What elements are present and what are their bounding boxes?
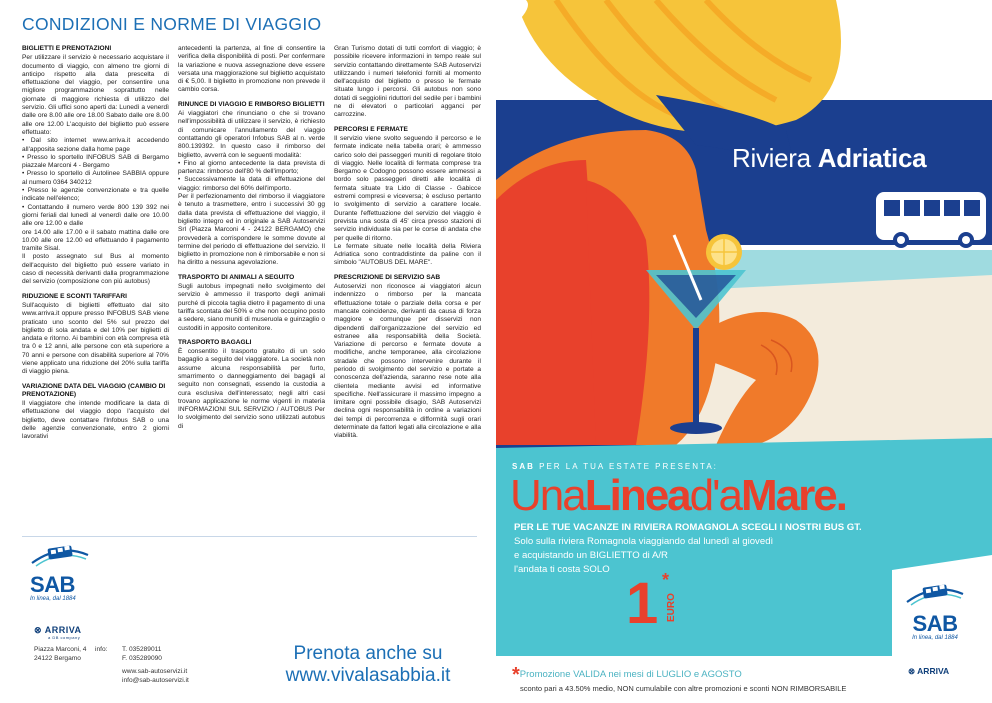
sab-logo-text: SAB (30, 572, 75, 597)
discount-note: sconto pari a 43.50% medio, NON cumulabile con altre promozioni e sconti NON RIMBORSABILE (520, 684, 847, 693)
prenota-url[interactable]: www.vivalasabbia.it (285, 665, 451, 686)
promo-heading: PER LE TUE VACANZE IN RIVIERA ROMAGNOLA SCEGLI I NOSTRI BUS GT. (514, 522, 862, 533)
headline-part: Linea (584, 471, 690, 520)
cover-title-light: Riviera (732, 143, 818, 173)
price-badge (626, 570, 686, 644)
paragraph: antecedenti la partenza, al fine di consentire la verifica della disponibilità di posti. Per confermare la variazione e nuova assegnazione deve essere versata una maggiorazione sul biglietto acquistato di € 5,00. Il biglietto in promozione non prevede il cambio corsa. (178, 45, 325, 94)
arriva-text: ARRIVA (917, 666, 950, 676)
paragraph: Ai viaggiatori che rinunciano o che si trovano nell'impossibilità di utilizzare il servizio, è richiesto di comunicare l'annullamento del viaggio contattando gli operatori Infobus SAB al n. verde 800.139392. In questo caso il rimborso del biglietto, avverrà con le seguenti modalità: (178, 110, 325, 159)
section-heading: TRASPORTO DI ANIMALI A SEGUITO (178, 273, 295, 281)
section-variazione-cont (178, 45, 325, 95)
price-value: 1 (626, 571, 659, 636)
paragraph: È consentito il trasporto gratuito di un solo bagaglio a seguito del viaggiatore. La società non assume alcuna responsabilità per furto, smarrimento o danneggiamento dei bagagli al seguito non consegnati, essendo la custodia a cura esclusiva dell'interessato; negli altri casi trovano applicazione le norme vigenti in materia INFORMAZIONI SUL SERVIZIO / AUTOBUS Per lo svolgimento del servizio sono utilizzati autobus di (178, 348, 325, 430)
sab-logo-cover (900, 580, 970, 641)
validity-text: Promozione VALIDA nei mesi di LUGLIO e AGOSTO (519, 669, 742, 680)
cover-page (496, 0, 992, 703)
cover-title-bold: Adriatica (817, 143, 927, 173)
phone: T. 035289011 (122, 646, 162, 653)
address-line: 24122 Bergamo (34, 654, 81, 662)
sab-bus-icon (905, 580, 965, 608)
paragraph: Il viaggiatore che intende modificare la data di effettuazione del viaggio dopo l'acquisto del biglietto, deve contattare l'Infobus SAB o una delle agenzie convenzionate, entro 2 giorni lavorativi (22, 400, 169, 441)
paragraph: Sull'acquisto di biglietti effettuato dal sito www.arriva.it oppure presso INFOBUS SAB viene praticato uno sconto del 5% sul prezzo del biglietto di sola andata e del 10% per biglietti di andata e ritorno. Ai bambini con età compresa età tra 0 e 12 anni, alle persone con età superiore a 70 anni e persone con disabilità superiore al 70% viene applicato una riduzione del 20% sulla tariffa di viaggio piena. (22, 301, 169, 376)
arriva-logo (34, 625, 82, 640)
headline-part: d'a (689, 471, 741, 520)
sab-tagline: In linea, dal 1884 (912, 635, 958, 641)
bus-icon (876, 192, 986, 248)
address-line: Piazza Marconi, 4 (34, 646, 87, 653)
phone-numbers (122, 646, 162, 663)
promo-line: l'andata ti costa SOLO (514, 564, 610, 575)
section-heading: PERCORSI E FERMATE (334, 125, 408, 133)
address (34, 646, 86, 663)
section-biglietti (22, 45, 169, 287)
sab-logo-text: SAB (912, 611, 958, 636)
paragraph: Le fermate situate nelle località della Riviera Adriatica sono contraddistinte da paline con il simbolo "AUTOBUS DEL MARE". (334, 242, 481, 267)
price-star: * (662, 570, 670, 590)
footer-divider (22, 536, 477, 537)
paragraph: Il servizio viene svolto seguendo il percorso e le fermate indicate nella tabella orari; è ammesso carico solo dei passeggeri muniti di regolare titolo di viaggio. Nelle località di fermata comprese tra Bergamo e Codogno possono essere ammessi a bordo solo passeggeri diretti alle località di fermata situate tra Lido di Classe - Gabicce estremi compresi e viceversa; è escluso pertanto lo svolgimento di servizio a carattere locale. Durante l'effettuazione del servizio del viaggio è prevista una sosta di 45' circa presso stazioni di servizio individuate sia per le corse di andata che per quelle di ritorno. (334, 134, 481, 242)
sab-tagline: In linea, dal 1884 (30, 596, 76, 602)
section-heading: PRESCRIZIONE DI SERVIZIO SAB (334, 273, 441, 281)
prenota-text: Prenota anche su (293, 643, 443, 664)
section-heading: RINUNCE DI VIAGGIO E RIMBORSO BIGLIETTI (178, 100, 325, 108)
section-bagagli-cont (334, 45, 481, 120)
page-title: CONDIZIONI E NORME DI VIAGGIO (22, 14, 322, 34)
arriva-text: ARRIVA (44, 625, 82, 635)
headline-part: Una (510, 471, 585, 520)
paragraph: Gran Turismo dotati di tutti comfort di viaggio; è possibile ricevere informazioni in tempo reale sul servizio contattando direttamente SAB Autoservizi utilizzando i numeri telefonici forniti al momento dell'acquisto del biglietto o presso le fermate situate lungo i percorsi. Gli autobus non sono dotati di seggiolini riduttori del sedile per i bambini ne di elevatori o particolari agganci per carrozzine. (334, 45, 481, 119)
paragraph: Sugli autobus impegnati nello svolgimento del servizio è ammesso il trasporto degli animali purché di piccola taglia dietro il pagamento di una tariffa scontata del 50% e che non occupino posto a sedere, siano muniti di museruola e guinzaglio o custoditi in apposito contenitore. (178, 283, 325, 332)
paragraph: ore 14.00 alle 17.00 e il sabato mattina dalle ore 10.00 alle ore 12.00 ed effettuando il pagamento tramite Sisal. (22, 228, 169, 253)
web-contacts (122, 668, 189, 685)
section-animali (178, 274, 325, 333)
presenta-line (512, 462, 718, 471)
presenta-brand: SAB (512, 462, 535, 471)
info-label: info: (95, 646, 108, 653)
promo-body (514, 535, 804, 577)
text-column-1 (22, 45, 169, 525)
fax: F. 035289090 (122, 654, 162, 662)
price-currency: EURO (666, 593, 677, 622)
paragraph: • Dal sito internet www.arriva.it accedendo all'apposita sezione dalla home page (22, 137, 169, 153)
section-heading: VARIAZIONE DATA DEL VIAGGIO (CAMBIO DI PRENOTAZIONE) (22, 382, 166, 398)
sab-logo (30, 541, 90, 602)
presenta-text: PER LA TUA ESTATE PRESENTA: (534, 462, 718, 471)
arriva-logo (908, 666, 949, 677)
paragraph: • Fino al giorno antecedente la data prevista di partenza: rimborso dell'80 % dell'importo; (178, 159, 325, 176)
section-heading: TRASPORTO BAGAGLI (178, 338, 252, 346)
section-variazione (22, 383, 169, 442)
paragraph: Autoservizi non riconosce ai viaggiatori alcun indennizzo o rimborso per la mancata effettuazione totale o parziale della corsa e per mancate coincidenze, derivanti da causa di forza maggiore e comunque per disservizi non dipendenti dall'organizzazione del servizio ed estranee alla responsabilità della Società. Variazione di percorso e fermate dovute a modifiche, anche temporanee, alla circolazione stradale che possono intervenire durante il periodo di svolgimento del servizio e portate a conoscenza dell'azienda, saranno rese note alla clientela mediante avvisi ed informative specifiche. Nell'assicurare il massimo impegno a limitare ogni possibile disagio, SAB Autoservizi declina ogni responsabilità in ordine a variazioni dei tempi di percorrenza e difformità sugli orari determinate da fattori legati alla circolazione e alla viabilità. (334, 283, 481, 440)
paragraph: • Successivamente la data di effettuazione del viaggio: rimborso del 60% dell'importo. (178, 176, 325, 192)
headline-part: Mare. (740, 471, 846, 520)
paragraph: Il posto assegnato sul Bus al momento dell'acquisto del biglietto può essere variato in caso di necessità derivanti dalla programmazione del servizio (composizione con più autobus) (22, 253, 169, 286)
arriva-sub: a DB company (48, 635, 81, 640)
section-heading: BIGLIETTI E PRENOTAZIONI (22, 45, 112, 52)
arriva-icon: ⊗ (908, 666, 918, 676)
paragraph: • Presso lo sportello INFOBUS SAB di Bergamo piazzale Marconi 4 - Bergamo (22, 153, 169, 170)
prenota-block (268, 643, 468, 687)
text-column-2 (178, 45, 325, 525)
promo-line: Solo sulla riviera Romagnola viaggiando dal lunedì al giovedì (514, 536, 774, 547)
headline (510, 472, 846, 520)
paragraph: Per utilizzare il servizio è necessario acquistare il documento di viaggio, con almeno tre giorni di anticipo rispetto alla data prescelta di effettuazione del viaggio, per consentire una migliore programmazione soprattutto nelle giornate di maggiore richiesta di utilizzo del servizio. Gli uffici sono aperti da: Lunedì a venerdì dalle ore 8.00 alle ore 18.00 Sabato dalle ore 8.00 alle ore 12.00 L'acquisto del biglietto può essere effettuato: (22, 54, 169, 136)
asterisk-icon: * (512, 664, 520, 686)
paragraph: • Presso le agenzie convenzionate e tra quelle indicate nell'elenco; (22, 187, 169, 203)
sab-bus-icon (30, 541, 90, 569)
section-prescrizione (334, 274, 481, 441)
paragraph: • Contattando il numero verde 800 139 392 nei giorni feriali dal lunedì al venerdì dalle ore 10.00 alle ore 12.00 e dalle (22, 203, 169, 228)
paragraph: • Presso lo sportello di Autolinee SABBIA oppure al numero 0364 340212 (22, 170, 169, 186)
section-riduzione (22, 293, 169, 377)
email-link[interactable]: info@sab-autoservizi.it (122, 676, 189, 684)
section-rinunce (178, 101, 325, 268)
promo-line: e acquistando un BIGLIETTO di A/R (514, 550, 668, 561)
website-link[interactable]: www.sab-autoservizi.it (122, 668, 188, 675)
paragraph: Per il perfezionamento del rimborso il viaggiatore è tenuto a trasmettere, entro i successivi 30 gg dalla data prevista di effettuazione del viaggio, il biglietto integro ed in originale a SAB Autoservizi Srl (Piazza Marconi 4 - 24122 BERGAMO) che provvederà a corrispondere le somme dovute al termine del periodo di effettuazione del servizio. Il biglietto in promozione non è rimborsabile e non si ha diritto a nessuna agevolazione. (178, 193, 325, 267)
section-percorsi (334, 126, 481, 268)
text-column-3 (334, 45, 481, 525)
section-heading: RIDUZIONE E SCONTI TARIFFARI (22, 292, 128, 300)
arriva-icon: ⊗ (34, 625, 45, 635)
cover-title (732, 143, 926, 174)
section-bagagli (178, 339, 325, 431)
